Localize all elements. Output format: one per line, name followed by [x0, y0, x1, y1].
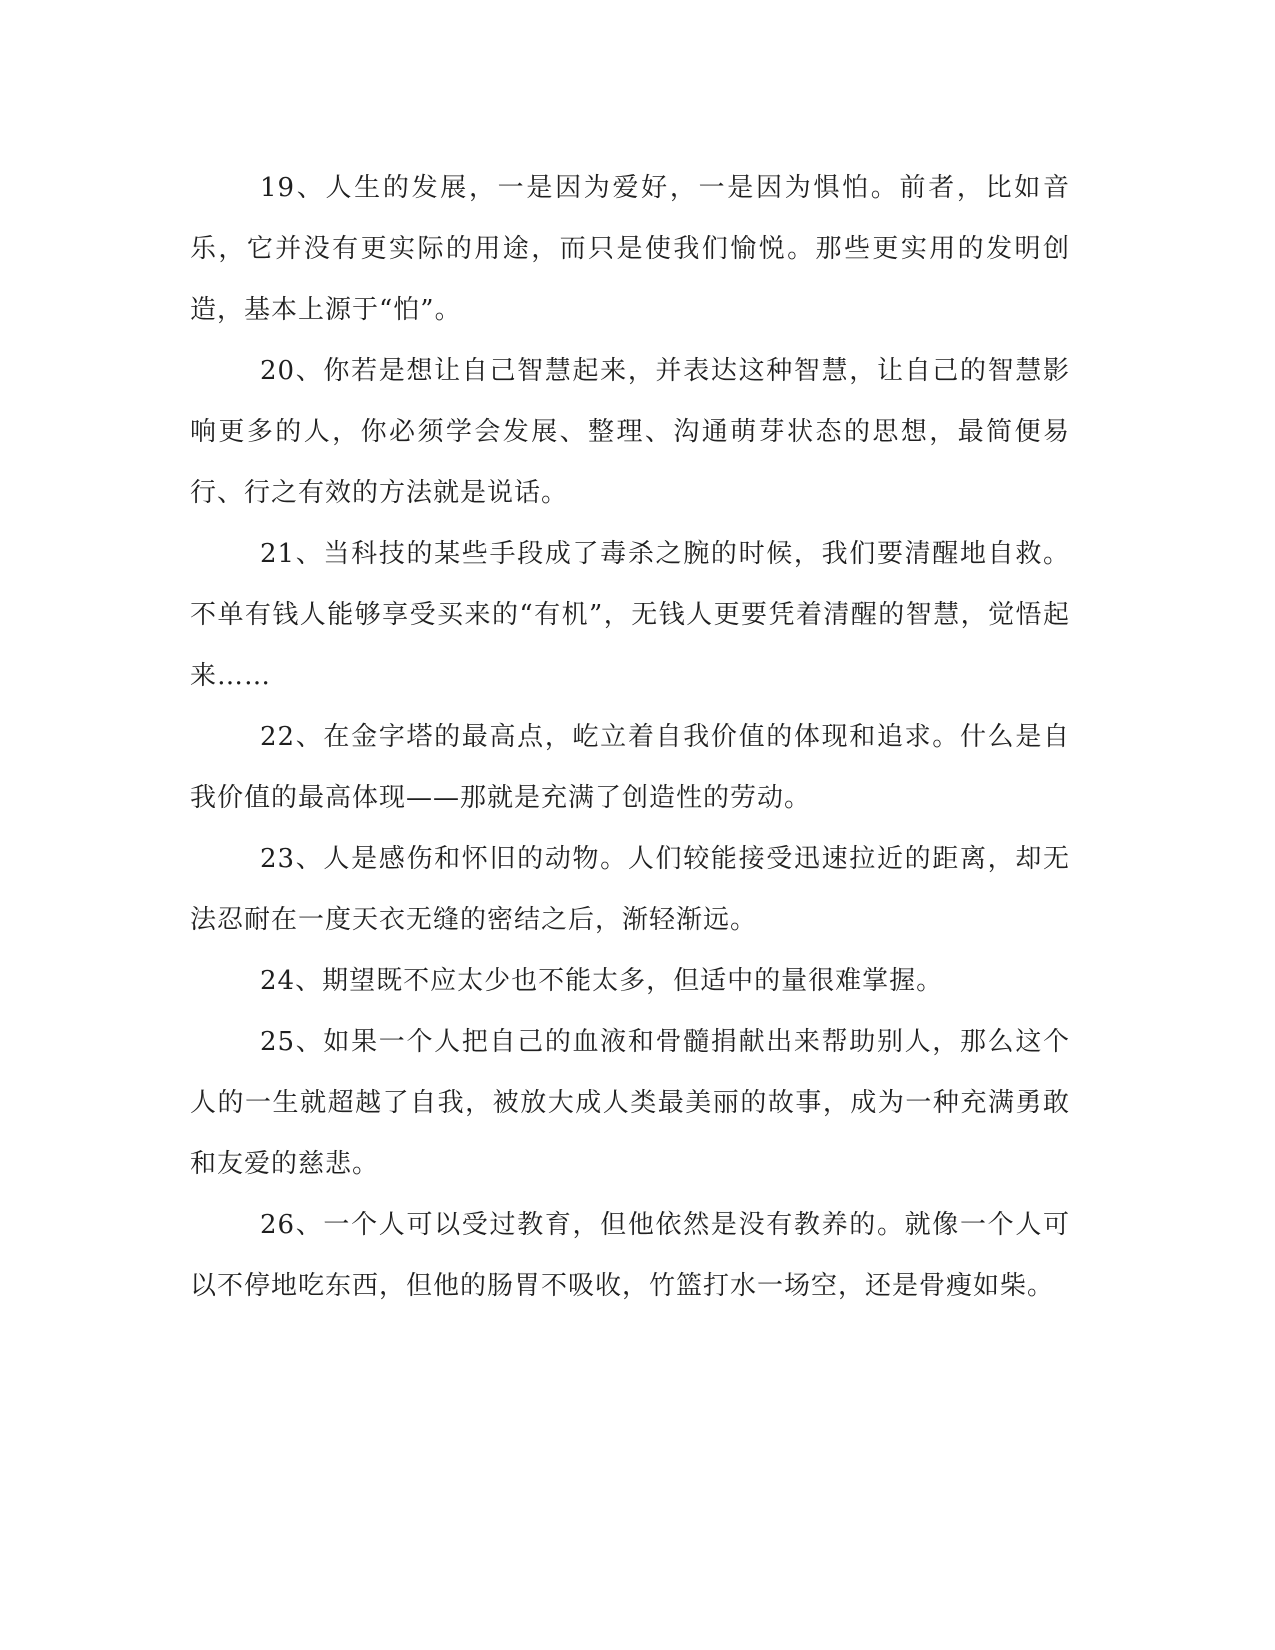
paragraph-20: 20、你若是想让自己智慧起来，并表达这种智慧，让自己的智慧影响更多的人，你必须学会发展、整理、沟通萌芽状态的思想，最简便易行、行之有效的方法就是说话。: [190, 356, 1070, 508]
paragraph-25: 25、如果一个人把自己的血液和骨髓捐献出来帮助别人，那么这个人的一生就超越了自我，被放大成人类最美丽的故事，成为一种充满勇敢和友爱的慈悲。: [190, 1027, 1070, 1179]
paragraph-23: 23、人是感伤和怀旧的动物。人们较能接受迅速拉近的距离，却无法忍耐在一度天衣无缝的密结之后，渐轻渐远。: [190, 844, 1070, 935]
paragraph-24: 24、期望既不应太少也不能太多，但适中的量很难掌握。: [260, 966, 944, 996]
document-body: [190, 158, 1070, 1317]
paragraph-21: 21、当科技的某些手段成了毒杀之腕的时候，我们要清醒地自救。不单有钱人能够享受买来的“有机”，无钱人更要凭着清醒的智慧，觉悟起来……: [190, 539, 1070, 691]
paragraph-26: 26、一个人可以受过教育，但他依然是没有教养的。就像一个人可以不停地吃东西，但他的肠胃不吸收，竹篮打水一场空，还是骨瘦如柴。: [190, 1210, 1070, 1301]
paragraph-19: 19、人生的发展，一是因为爱好，一是因为惧怕。前者，比如音乐，它并没有更实际的用途，而只是使我们愉悦。那些更实用的发明创造，基本上源于“怕”。: [190, 173, 1070, 325]
paragraph-22: 22、在金字塔的最高点，屹立着自我价值的体现和追求。什么是自我价值的最高体现——那就是充满了创造性的劳动。: [190, 722, 1070, 813]
